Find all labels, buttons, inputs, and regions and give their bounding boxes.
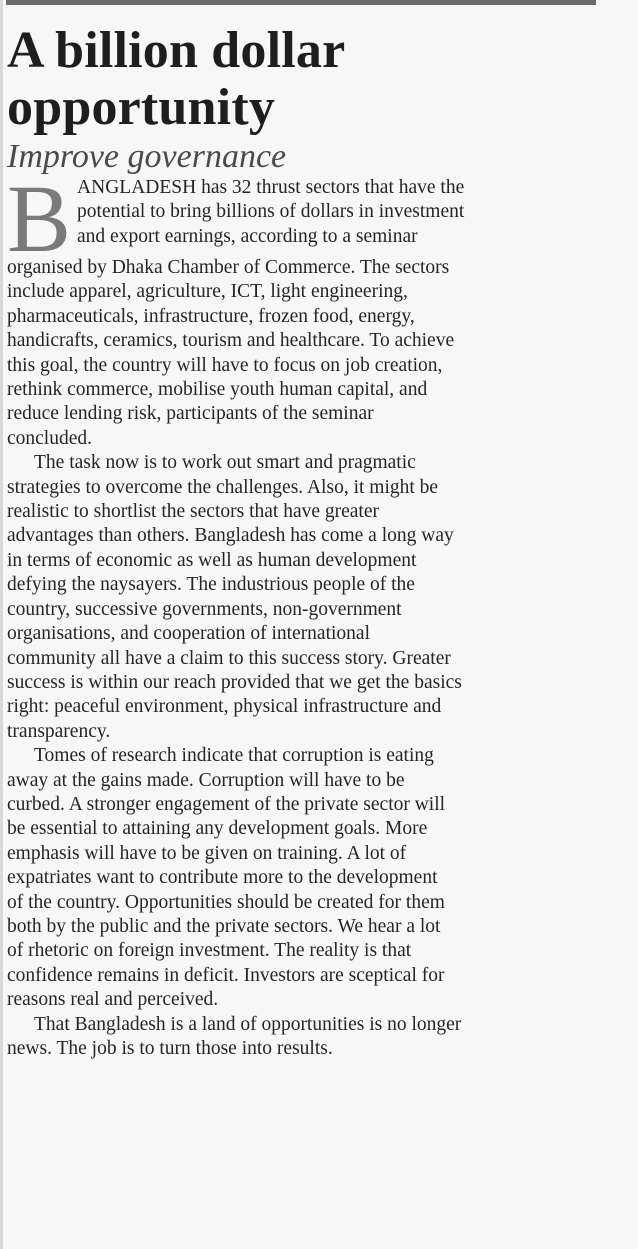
text-line: reasons real and perceived. [7, 989, 219, 1011]
text-line: pharmaceuticals, infrastructure, frozen food, energy, [7, 305, 415, 327]
text-line: news. The job is to turn those into results. [7, 1038, 333, 1059]
text-line: right: peaceful environment, physical infrastructure and [7, 696, 442, 718]
text-line: organised by Dhaka Chamber of Commerce. The sectors [7, 257, 450, 278]
text-line: community all have a claim to this success story. Greater [7, 647, 451, 669]
headline-line-2: opportunity [7, 79, 276, 136]
text-line: country, successive governments, non-government [7, 598, 402, 620]
text-line: transparency. [7, 720, 111, 742]
text-line: of the country. Opportunities should be created for them [7, 891, 445, 913]
text-line: Tomes of research indicate that corruption is eating [34, 745, 434, 767]
text-line: rethink commerce, mobilise youth human capital, and [7, 379, 428, 401]
text-line: and export earnings, according to a seminar [77, 225, 418, 247]
drop-cap: B [7, 165, 72, 272]
paragraph-4 [7, 1013, 595, 1062]
text-line: potential to bring billions of dollars in investment [77, 201, 465, 223]
text-line: curbed. A stronger engagement of the private sector will [7, 793, 446, 815]
text-line: handicrafts, ceramics, tourism and healthcare. To achieve [7, 330, 455, 352]
text-line: reduce lending risk, participants of the seminar [7, 403, 374, 425]
text-line: strategies to overcome the challenges. Also, it might be [7, 476, 439, 498]
text-line: success is within our reach provided that we get the basics [7, 671, 462, 693]
text-line: ANGLADESH has 32 thrust sectors that have the [77, 177, 465, 198]
text-line: That Bangladesh is a land of opportunities is no longer [34, 1013, 462, 1035]
paragraph-3 [7, 744, 595, 1012]
text-line: The task now is to work out smart and pragmatic [34, 452, 416, 474]
top-rule [6, 0, 596, 5]
text-line: expatriates want to contribute more to the development [7, 867, 438, 889]
text-line: organisations, and cooperation of international [7, 623, 370, 645]
page-edge [0, 0, 3, 1249]
headline-line-1: A billion dollar [7, 22, 346, 79]
text-line: realistic to shortlist the sectors that have greater [7, 501, 379, 523]
article [7, 22, 595, 1061]
article-body [7, 165, 595, 1061]
text-line: confidence remains in deficit. Investors are sceptical for [7, 964, 445, 986]
text-line: away at the gains made. Corruption will have to be [7, 769, 405, 791]
text-line: emphasis will have to be given on training. A lot of [7, 842, 407, 864]
paragraph-2 [7, 451, 595, 744]
text-line: both by the public and the private sectors. We hear a lot [7, 915, 441, 937]
text-line: in terms of economic as well as human development [7, 549, 417, 571]
text-line: include apparel, agriculture, ICT, light engineering, [7, 281, 408, 303]
text-line: defying the naysayers. The industrious people of the [7, 574, 415, 596]
text-line: this goal, the country will have to focus on job creation, [7, 354, 443, 376]
subhead: Improve governance [7, 138, 287, 175]
paragraph-1 [7, 165, 595, 451]
text-line: concluded. [7, 427, 93, 449]
text-line: of rhetoric on foreign investment. The reality is that [7, 940, 412, 962]
text-line: be essential to attaining any development goals. More [7, 818, 428, 840]
headline [7, 22, 595, 136]
text-line: advantages than others. Bangladesh has come a long way [7, 525, 454, 547]
